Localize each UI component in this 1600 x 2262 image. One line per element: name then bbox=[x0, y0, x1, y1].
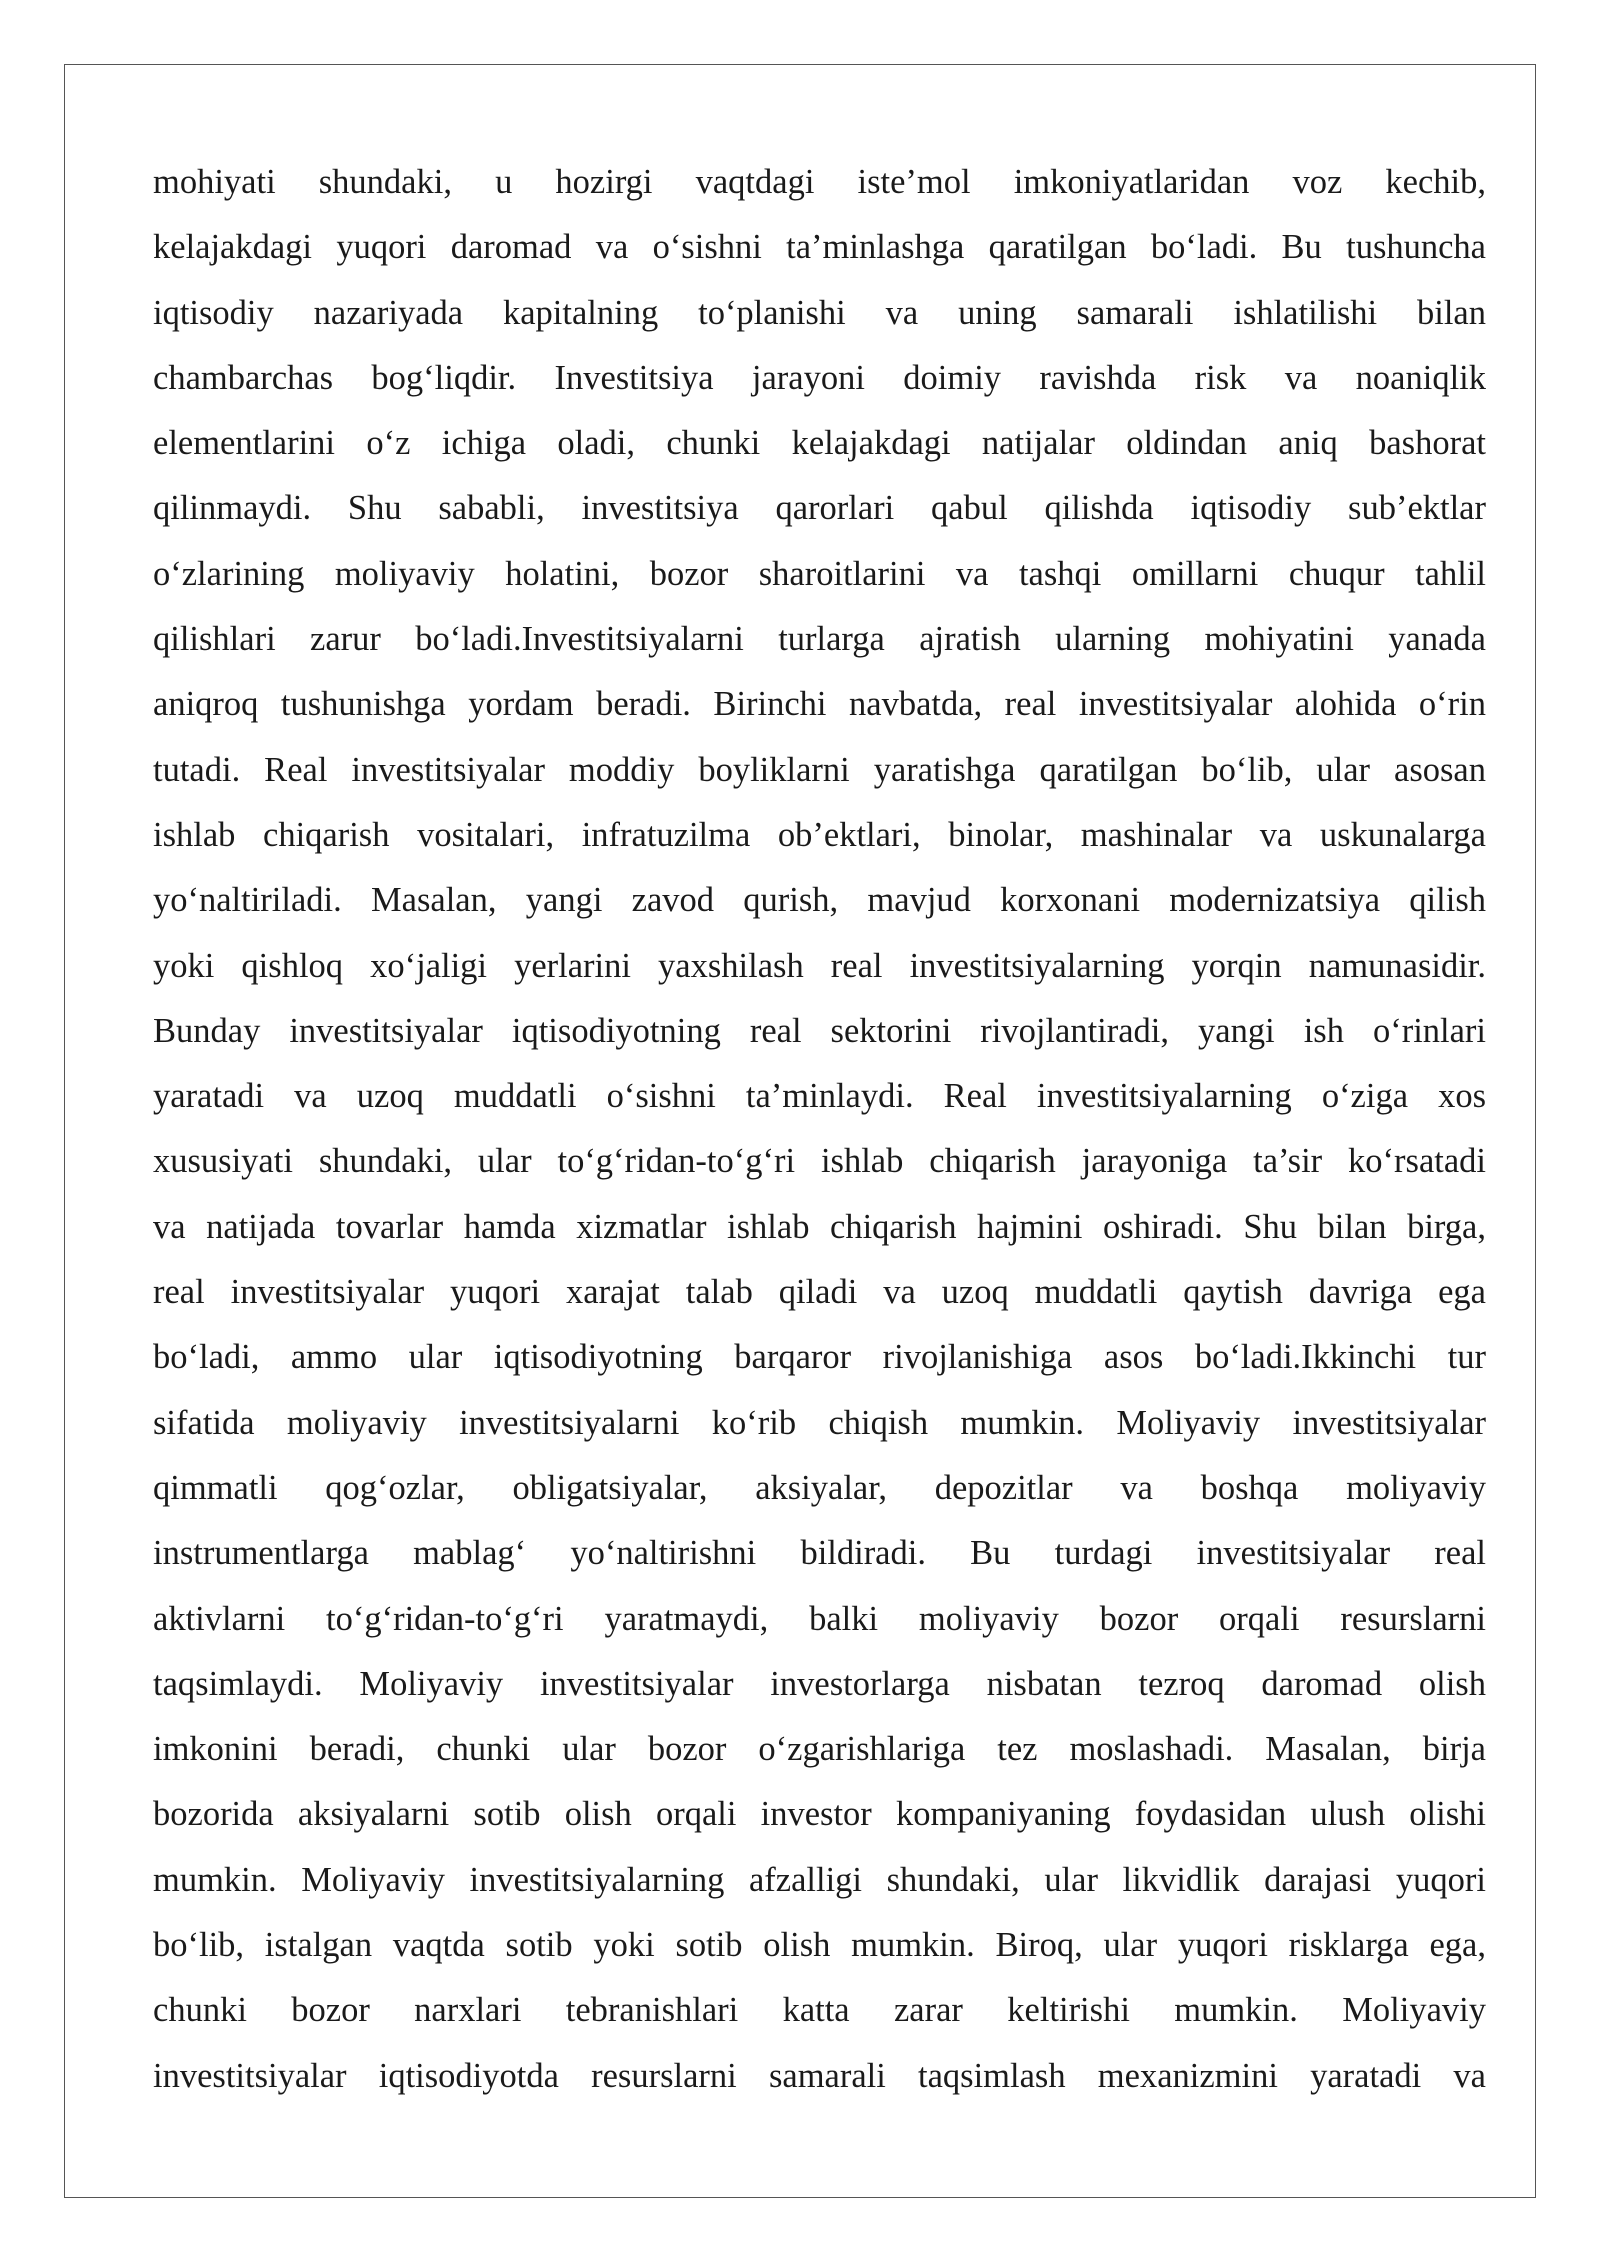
text-line: qimmatli qog‘ozlar, obligatsiyalar, aksiyalar, depozitlar va boshqa moliyaviy bbox=[153, 1468, 1486, 1507]
text-line: bo‘ladi, ammo ular iqtisodiyotning barqaror rivojlanishiga asos bo‘ladi.Ikkinchi tur bbox=[153, 1338, 1486, 1377]
body-text bbox=[153, 150, 1486, 2109]
text-line: iqtisodiy nazariyada kapitalning to‘planishi va uning samarali ishlatilishi bilan bbox=[153, 293, 1486, 332]
text-line: real investitsiyalar yuqori xarajat talab qiladi va uzoq muddatli qaytish davriga ega bbox=[153, 1273, 1486, 1312]
text-line: instrumentlarga mablag‘ yo‘naltirishni bildiradi. Bu turdagi investitsiyalar real bbox=[153, 1534, 1486, 1573]
text-line: ishlab chiqarish vositalari, infratuzilma ob’ektlari, binolar, mashinalar va uskunalarga bbox=[153, 815, 1486, 854]
text-line: aktivlarni to‘g‘ridan-to‘g‘ri yaratmaydi, balki moliyaviy bozor orqali resurslarni bbox=[153, 1599, 1486, 1638]
text-line: yo‘naltiriladi. Masalan, yangi zavod qurish, mavjud korxonani modernizatsiya qilish bbox=[153, 881, 1486, 920]
text-line: qilishlari zarur bo‘ladi.Investitsiyalarni turlarga ajratish ularning mohiyatini yanada bbox=[153, 620, 1486, 659]
text-line: chambarchas bog‘liqdir. Investitsiya jarayoni doimiy ravishda risk va noaniqlik bbox=[153, 358, 1486, 397]
text-line: mumkin. Moliyaviy investitsiyalarning afzalligi shundaki, ular likvidlik darajasi yuqori bbox=[153, 1860, 1486, 1899]
text-line: aniqroq tushunishga yordam beradi. Birinchi navbatda, real investitsiyalar alohida o‘rin bbox=[153, 685, 1486, 724]
text-line: mohiyati shundaki, u hozirgi vaqtdagi iste’mol imkoniyatlaridan voz kechib, bbox=[153, 163, 1486, 201]
text-line: va natijada tovarlar hamda xizmatlar ishlab chiqarish hajmini oshiradi. Shu bilan birga, bbox=[153, 1207, 1486, 1246]
text-line: kelajakdagi yuqori daromad va o‘sishni ta’minlashga qaratilgan bo‘ladi. Bu tushuncha bbox=[153, 228, 1486, 267]
text-line: tutadi. Real investitsiyalar moddiy boyliklarni yaratishga qaratilgan bo‘lib, ular asosan bbox=[153, 750, 1486, 789]
text-line: qilinmaydi. Shu sababli, investitsiya qarorlari qabul qilishda iqtisodiy sub’ektlar bbox=[153, 489, 1486, 528]
text-line: yaratadi va uzoq muddatli o‘sishni ta’minlaydi. Real investitsiyalarning o‘ziga xos bbox=[153, 1077, 1486, 1116]
text-line: Bunday investitsiyalar iqtisodiyotning real sektorini rivojlantiradi, yangi ish o‘rinlari bbox=[153, 1011, 1486, 1050]
text-line: bozorida aksiyalarni sotib olish orqali investor kompaniyaning foydasidan ulush olishi bbox=[153, 1795, 1486, 1834]
text-line: sifatida moliyaviy investitsiyalarni ko‘rib chiqish mumkin. Moliyaviy investitsiyalar bbox=[153, 1403, 1486, 1442]
text-line: imkonini beradi, chunki ular bozor o‘zgarishlariga tez moslashadi. Masalan, birja bbox=[153, 1730, 1486, 1769]
text-line: yoki qishloq xo‘jaligi yerlarini yaxshilash real investitsiyalarning yorqin namunasidir. bbox=[153, 946, 1486, 985]
text-line: taqsimlaydi. Moliyaviy investitsiyalar investorlarga nisbatan tezroq daromad olish bbox=[153, 1664, 1486, 1703]
text-line: xususiyati shundaki, ular to‘g‘ridan-to‘g‘ri ishlab chiqarish jarayoniga ta’sir ko‘rsatadi bbox=[153, 1142, 1486, 1181]
text-line: elementlarini o‘z ichiga oladi, chunki kelajakdagi natijalar oldindan aniq bashorat bbox=[153, 424, 1486, 463]
text-line: bo‘lib, istalgan vaqtda sotib yoki sotib olish mumkin. Biroq, ular yuqori risklarga ega, bbox=[153, 1926, 1486, 1965]
text-line: investitsiyalar iqtisodiyotda resurslarni samarali taqsimlash mexanizmini yaratadi va bbox=[153, 2056, 1486, 2095]
text-line: chunki bozor narxlari tebranishlari katta zarar keltirishi mumkin. Moliyaviy bbox=[153, 1991, 1486, 2030]
text-line: o‘zlarining moliyaviy holatini, bozor sharoitlarini va tashqi omillarni chuqur tahlil bbox=[153, 554, 1486, 593]
